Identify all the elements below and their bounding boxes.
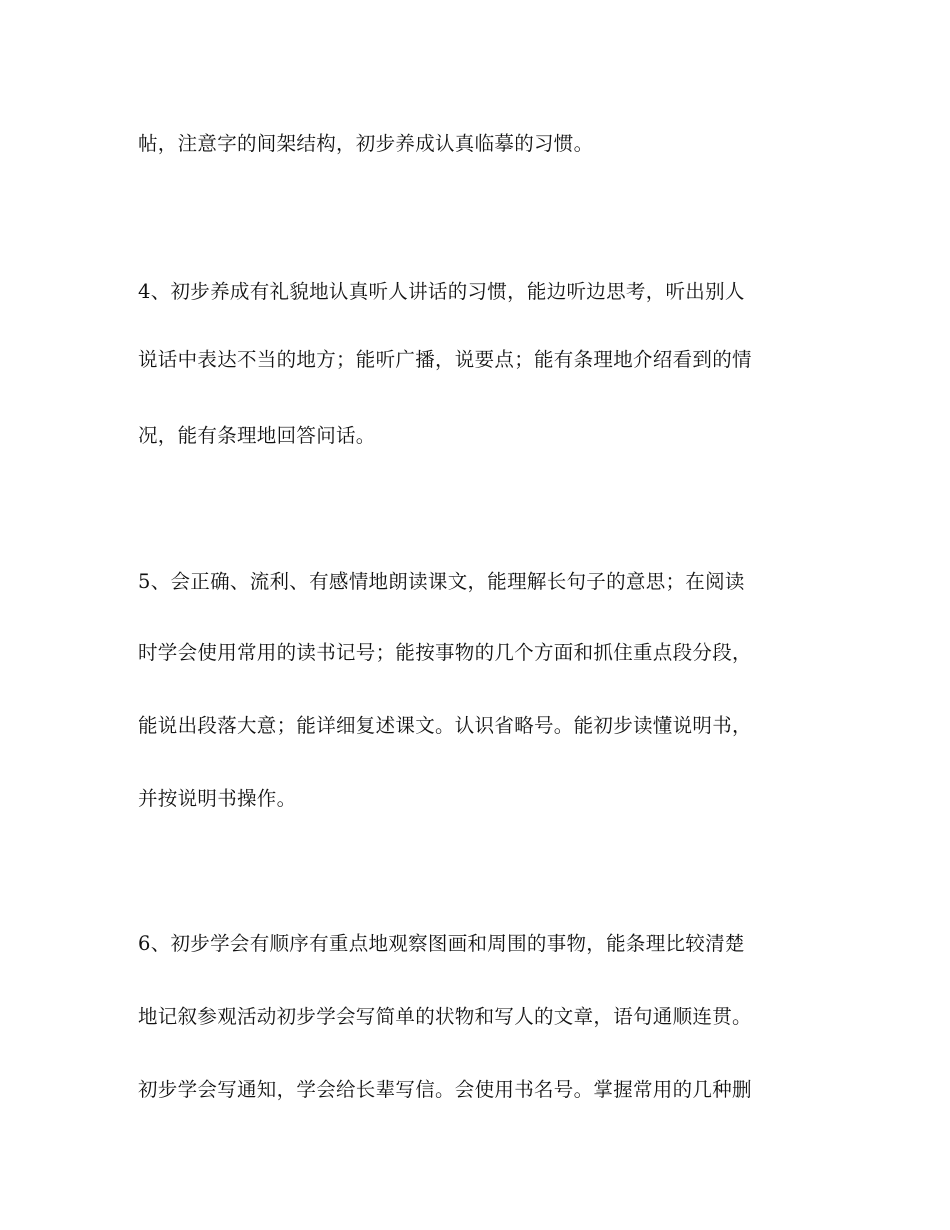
paragraph-6-line-2: 地记叙参观活动初步学会写简单的状物和写人的文章，语句通顺连贯。 [138, 1005, 752, 1028]
paragraph-5-line-4: 并按说明书操作。 [138, 787, 297, 810]
paragraph-4-line-3: 况，能有条理地回答问话。 [138, 424, 376, 447]
paragraph-6-line-1: 6、初步学会有顺序有重点地观察图画和周围的事物，能条理比较清楚 [138, 932, 745, 955]
paragraph-5-line-1: 5、会正确、流利、有感情地朗读课文，能理解长句子的意思；在阅读 [138, 570, 745, 593]
paragraph-4-line-1: 4、初步养成有礼貌地认真听人讲话的习惯，能边听边思考，听出别人 [138, 280, 745, 303]
paragraph-6-line-3: 初步学会写通知，学会给长辈写信。会使用书名号。掌握常用的几种删 [138, 1078, 752, 1101]
paragraph-3-line-1: 帖，注意字的间架结构，初步养成认真临摹的习惯。 [138, 132, 594, 155]
paragraph-5-line-2: 时学会使用常用的读书记号；能按事物的几个方面和抓住重点段分段， [138, 641, 752, 664]
paragraph-4-line-2: 说话中表达不当的地方；能听广播，说要点；能有条理地介绍看到的情 [138, 348, 752, 371]
paragraph-5-line-3: 能说出段落大意；能详细复述课文。认识省略号。能初步读懂说明书， [138, 714, 752, 737]
